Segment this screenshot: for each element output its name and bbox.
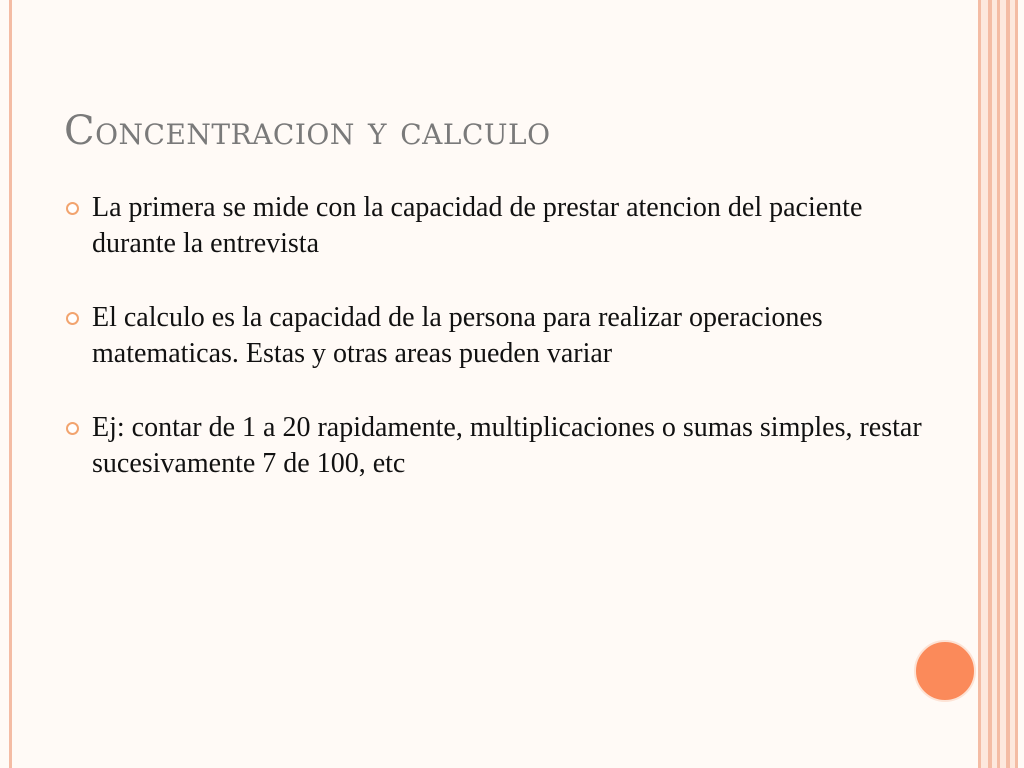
bullet-item bbox=[64, 410, 924, 482]
bullet-item bbox=[64, 190, 924, 262]
bullet-circle-icon bbox=[66, 312, 79, 325]
decorative-circle bbox=[914, 640, 976, 702]
right-frame-line-5 bbox=[1015, 0, 1018, 768]
bullet-text: La primera se mide con la capacidad de prestar atencion del paciente durante la entrevista bbox=[92, 192, 863, 259]
bullet-list bbox=[64, 190, 924, 520]
left-frame-line bbox=[9, 0, 12, 768]
bullet-text: Ej: contar de 1 a 20 rapidamente, multiplicaciones o sumas simples, restar sucesivamente 7 de 100, etc bbox=[92, 412, 922, 479]
bullet-item bbox=[64, 300, 924, 372]
bullet-circle-icon bbox=[66, 422, 79, 435]
right-frame-band-1 bbox=[981, 0, 988, 768]
bullet-circle-icon bbox=[66, 202, 79, 215]
slide-title: Concentracion y calculo bbox=[64, 108, 551, 154]
bullet-text: El calculo es la capacidad de la persona para realizar operaciones matematicas. Estas y otras areas pueden variar bbox=[92, 302, 823, 369]
